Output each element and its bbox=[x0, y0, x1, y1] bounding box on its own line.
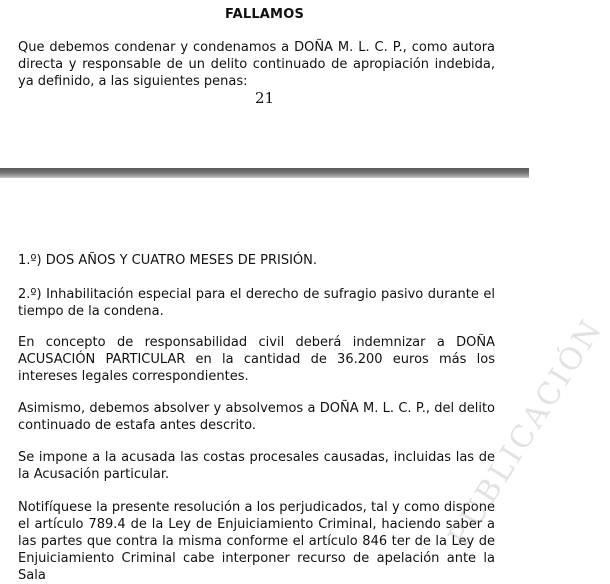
page-number: 21 bbox=[254, 89, 275, 107]
section-title: FALLAMOS bbox=[224, 7, 305, 22]
notification-paragraph: Notifíquese la presente resolución a los perjudicados, tal y como dispone el artículo 789.4 de la Ley de Enjuiciamiento Criminal, haciendo saber a las partes que contra la misma conforme el artículo 846 ter de la Ley de Enjuiciamiento Criminal cabe interponer recurso de apelación ante la Sala bbox=[18, 500, 495, 583]
intro-paragraph: Que debemos condenar y condenamos a DOÑA M. L. C. P., como autora directa y responsable de un delito continuado de apropiación indebida, ya definido, a las siguientes penas: bbox=[18, 40, 495, 89]
page-break-divider bbox=[0, 168, 529, 178]
civil-liability-paragraph: En concepto de responsabilidad civil deberá indemnizar a DOÑA ACUSACIÓN PARTICULAR en la cantidad de 36.200 euros más los intereses legales correspondientes. bbox=[18, 335, 495, 384]
penalty-item-1: 1.º) DOS AÑOS Y CUATRO MESES DE PRISIÓN. bbox=[18, 253, 317, 268]
costs-paragraph: Se impone a la acusada las costas procesales causadas, incluidas las de la Acusación particular. bbox=[18, 450, 495, 482]
penalty-item-2: 2.º) Inhabilitación especial para el derecho de sufragio pasivo durante el tiempo de la condena. bbox=[18, 287, 495, 319]
watermark-stamp: PUBLICACIÓN bbox=[441, 312, 610, 553]
acquittal-paragraph: Asimismo, debemos absolver y absolvemos a DOÑA M. L. C. P., del delito continuado de estafa antes descrito. bbox=[18, 401, 495, 433]
